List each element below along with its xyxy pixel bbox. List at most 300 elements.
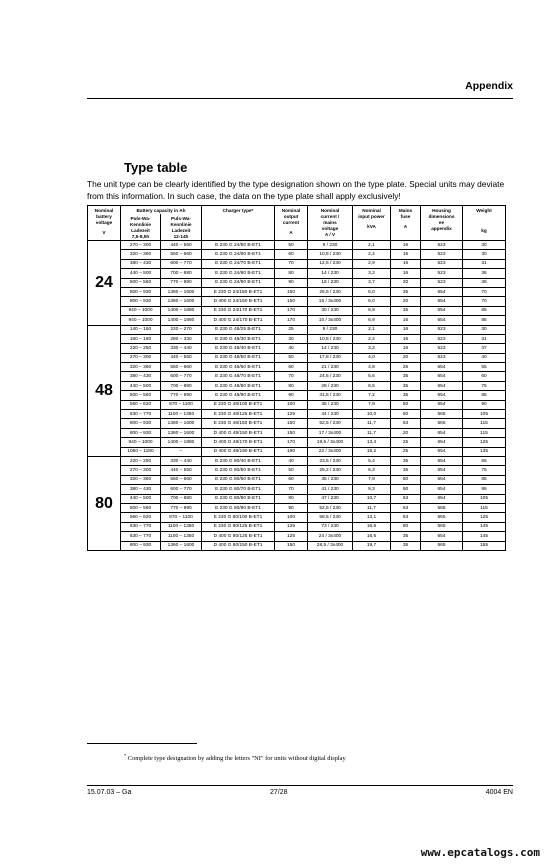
- table-cell: 35: [391, 372, 421, 381]
- table-cell: 565: [421, 541, 463, 550]
- table-cell: 140 – 150: [121, 325, 161, 334]
- table-cell: 500 – 560: [121, 391, 161, 400]
- table-cell: 11,7: [353, 503, 391, 512]
- table-cell: 55: [463, 456, 506, 465]
- table-cell: E 230 G 80/40 B-ET1: [202, 456, 275, 465]
- footnote: * Complete type designation by adding the letters "NI" for units without digital display: [124, 753, 346, 763]
- table-cell: E 230 G 24/50 B-ET1: [202, 241, 275, 250]
- table-cell: 35: [391, 306, 421, 315]
- table-cell: 170: [275, 306, 308, 315]
- header-rule: [87, 98, 513, 99]
- table-cell: 90: [463, 400, 506, 409]
- header-capacity: Battery capacity in Ah: [121, 206, 202, 215]
- table-cell: 63: [391, 419, 421, 428]
- table-cell: 654: [421, 485, 463, 494]
- watermark: www.epcatalogs.com: [420, 846, 540, 859]
- table-cell: 2,9: [353, 259, 391, 268]
- table-row: [88, 522, 506, 531]
- table-cell: 940 – 1000: [121, 438, 161, 447]
- table-cell: E 230 G 24/60 B-ET1: [202, 250, 275, 259]
- table-cell: 21 / 230: [308, 363, 353, 372]
- table-cell: 50: [275, 466, 308, 475]
- table-row: [88, 334, 506, 343]
- table-cell: E 230 G 80/125 B-ET1: [202, 522, 275, 531]
- table-cell: 630 – 770: [121, 522, 161, 531]
- table-cell: E 230 G 24/150 B-ET1: [202, 287, 275, 296]
- table-cell: 145: [463, 532, 506, 541]
- table-header: [88, 206, 506, 241]
- table-cell: 35 / 230: [308, 400, 353, 409]
- table-cell: 565: [421, 419, 463, 428]
- table-cell: D 400 G 48/190 B-ET1: [202, 447, 275, 456]
- table-row: [88, 456, 506, 465]
- table-cell: 550 – 660: [161, 250, 202, 259]
- table-cell: 2,4: [353, 334, 391, 343]
- table-cell: 770 – 990: [161, 278, 202, 287]
- table-cell: 330 – 440: [161, 344, 202, 353]
- table-cell: 440 – 550: [161, 353, 202, 362]
- table-cell: 40: [275, 344, 308, 353]
- table-cell: 16: [391, 241, 421, 250]
- table-cell: 80: [275, 269, 308, 278]
- table-cell: 11,7: [353, 419, 391, 428]
- table-cell: 85: [463, 391, 506, 400]
- table-cell: 160 – 180: [121, 334, 161, 343]
- table-cell: E 230 G 48/100 B-ET1: [202, 400, 275, 409]
- table-cell: 13,1: [353, 513, 391, 522]
- footer-rule: [87, 785, 513, 786]
- table-cell: 30: [463, 241, 506, 250]
- table-cell: 50: [391, 475, 421, 484]
- table-cell: E 230 G 24/70 B-ET1: [202, 259, 275, 268]
- table-cell: D 400 G 48/170 B-ET1: [202, 438, 275, 447]
- table-cell: 16: [391, 259, 421, 268]
- table-row: [88, 372, 506, 381]
- table-cell: 1360 – 1600: [161, 428, 202, 437]
- table-cell: 6,3: [353, 466, 391, 475]
- table-cell: 10 / 3x400: [308, 316, 353, 325]
- table-cell: 654: [421, 494, 463, 503]
- table-cell: 28 / 230: [308, 381, 353, 390]
- table-cell: 4,0: [353, 353, 391, 362]
- table-cell: 125: [275, 532, 308, 541]
- table-cell: 25: [275, 325, 308, 334]
- table-cell: 654: [421, 532, 463, 541]
- table-cell: –: [161, 447, 202, 456]
- table-cell: E 230 G 48/125 B-ET1: [202, 410, 275, 419]
- table-cell: 28,5 / 3x400: [308, 541, 353, 550]
- table-cell: E 230 G 24/170 B-ET1: [202, 306, 275, 315]
- table-cell: 150: [275, 287, 308, 296]
- header-voltage: Nominal battery voltage V: [88, 206, 121, 241]
- table-cell: 500 – 560: [121, 503, 161, 512]
- table-cell: 600 – 770: [161, 485, 202, 494]
- table-cell: 5,4: [353, 456, 391, 465]
- table-cell: 80: [391, 522, 421, 531]
- table-cell: 654: [421, 297, 463, 306]
- table-cell: 38: [463, 278, 506, 287]
- header-mains-fuse: Mains fuse A: [391, 206, 421, 241]
- table-row: [88, 485, 506, 494]
- table-row: [88, 513, 506, 522]
- table-cell: 560 – 620: [121, 400, 161, 409]
- table-row: [88, 297, 506, 306]
- table-row: [88, 428, 506, 437]
- table-cell: 40: [463, 353, 506, 362]
- table-cell: 560 – 620: [121, 513, 161, 522]
- table-row: [88, 306, 506, 315]
- table-cell: 320 – 360: [121, 250, 161, 259]
- table-cell: 6,5: [353, 381, 391, 390]
- table-cell: 270 – 300: [121, 466, 161, 475]
- table-row: [88, 466, 506, 475]
- table-cell: 44 / 230: [308, 410, 353, 419]
- table-cell: 125: [275, 522, 308, 531]
- table-cell: 6,9: [353, 306, 391, 315]
- table-cell: 565: [421, 503, 463, 512]
- table-row: [88, 400, 506, 409]
- table-cell: 150: [275, 297, 308, 306]
- table-cell: 800 – 930: [121, 287, 161, 296]
- table-cell: 654: [421, 447, 463, 456]
- header-output-current: Nominal output current A: [275, 206, 308, 241]
- table-cell: 10,0: [353, 410, 391, 419]
- table-cell: 170: [275, 438, 308, 447]
- voltage-group-cell: 80: [88, 456, 121, 550]
- table-cell: 630 – 770: [121, 410, 161, 419]
- table-cell: E 230 G 48/80 B-ET1: [202, 381, 275, 390]
- table-cell: 36: [463, 269, 506, 278]
- footer-page-number: 27/28: [270, 789, 288, 796]
- table-cell: 150: [275, 419, 308, 428]
- table-cell: 16,6: [353, 522, 391, 531]
- table-cell: 1360 – 1600: [161, 297, 202, 306]
- table-cell: 14 / 230: [308, 344, 353, 353]
- table-cell: 60: [463, 372, 506, 381]
- table-cell: 50: [391, 400, 421, 409]
- table-cell: 654: [421, 363, 463, 372]
- table-cell: 16 / 230: [308, 278, 353, 287]
- table-cell: 50: [275, 353, 308, 362]
- table-cell: D 400 G 24/150 B-ET1: [202, 297, 275, 306]
- table-cell: 380 – 430: [121, 485, 161, 494]
- table-cell: E 230 G 80/70 B-ET1: [202, 485, 275, 494]
- table-cell: 600 – 770: [161, 259, 202, 268]
- header-charger: Charger type*: [202, 206, 275, 241]
- table-cell: 1100 – 1350: [161, 532, 202, 541]
- table-cell: 440 – 500: [121, 269, 161, 278]
- table-cell: 9 / 230: [308, 241, 353, 250]
- table-cell: 35: [391, 381, 421, 390]
- footer-date: 15.07.03 – Ga: [87, 789, 132, 796]
- table-cell: 320 – 360: [121, 363, 161, 372]
- table-row: [88, 381, 506, 390]
- table-row: [88, 541, 506, 550]
- table-cell: 700 – 880: [161, 269, 202, 278]
- table-cell: 654: [421, 428, 463, 437]
- table-cell: 25: [391, 438, 421, 447]
- table-cell: 13,4: [353, 438, 391, 447]
- table-cell: E 230 G 48/40 B-ET1: [202, 344, 275, 353]
- table-cell: 654: [421, 391, 463, 400]
- table-cell: 29,2 / 230: [308, 466, 353, 475]
- table-cell: 270 – 300: [121, 353, 161, 362]
- table-cell: 4,8: [353, 363, 391, 372]
- table-cell: 16: [391, 325, 421, 334]
- table-cell: 73 / 230: [308, 522, 353, 531]
- voltage-group-cell: 24: [88, 241, 121, 326]
- table-cell: 155: [463, 541, 506, 550]
- table-cell: 85: [463, 306, 506, 315]
- table-cell: 31,5 / 230: [308, 391, 353, 400]
- table-cell: 40: [275, 456, 308, 465]
- table-cell: 440 – 550: [161, 241, 202, 250]
- table-cell: E 230 G 48/60 B-ET1: [202, 363, 275, 372]
- table-cell: 550 – 660: [161, 363, 202, 372]
- table-cell: 523: [421, 353, 463, 362]
- table-cell: 770 – 990: [161, 503, 202, 512]
- footer-doc-id: 4004 EN: [485, 789, 513, 796]
- table-cell: 30 / 230: [308, 306, 353, 315]
- table-cell: 52,5 / 230: [308, 503, 353, 512]
- table-cell: 90: [275, 503, 308, 512]
- table-cell: 220 – 270: [161, 325, 202, 334]
- table-cell: 523: [421, 259, 463, 268]
- table-cell: 31: [463, 334, 506, 343]
- table-cell: 654: [421, 466, 463, 475]
- table-cell: 654: [421, 475, 463, 484]
- header-weight: Weight kg: [463, 206, 506, 241]
- table-cell: 20: [391, 297, 421, 306]
- table-row: [88, 269, 506, 278]
- table-row: [88, 363, 506, 372]
- table-cell: 9 / 230: [308, 325, 353, 334]
- table-row: [88, 287, 506, 296]
- header-mains-current: Nominal current / mains voltage A / V: [308, 206, 353, 241]
- table-cell: 125: [463, 513, 506, 522]
- table-cell: 30: [463, 325, 506, 334]
- table-cell: 1050 – 1180: [121, 447, 161, 456]
- table-cell: 150: [275, 541, 308, 550]
- table-cell: 95: [463, 485, 506, 494]
- table-cell: 30: [275, 334, 308, 343]
- table-cell: E 230 G 80/90 B-ET1: [202, 503, 275, 512]
- table-cell: 63: [391, 494, 421, 503]
- table-cell: 75: [463, 381, 506, 390]
- table-cell: 16: [391, 334, 421, 343]
- table-cell: E 230 G 80/100 B-ET1: [202, 513, 275, 522]
- table-cell: 16: [391, 250, 421, 259]
- table-cell: 600 – 770: [161, 372, 202, 381]
- table-cell: 440 – 500: [121, 494, 161, 503]
- table-cell: D 400 G 48/150 B-ET1: [202, 428, 275, 437]
- table-cell: 16: [391, 316, 421, 325]
- table-cell: 654: [421, 400, 463, 409]
- table-cell: 523: [421, 250, 463, 259]
- table-cell: 654: [421, 438, 463, 447]
- table-cell: 320 – 360: [121, 475, 161, 484]
- table-cell: 940 – 1000: [121, 306, 161, 315]
- table-cell: 19,7: [353, 541, 391, 550]
- table-cell: 270 – 300: [121, 241, 161, 250]
- table-row: [88, 503, 506, 512]
- table-cell: 115: [463, 428, 506, 437]
- table-cell: 23,5 / 230: [308, 456, 353, 465]
- header-input-power: Nominal input power kVA: [353, 206, 391, 241]
- table-cell: 75: [463, 466, 506, 475]
- table-cell: 523: [421, 241, 463, 250]
- table-cell: 55: [463, 363, 506, 372]
- table-cell: 50: [275, 241, 308, 250]
- table-cell: 550 – 660: [161, 475, 202, 484]
- table-cell: 870 – 1100: [161, 400, 202, 409]
- table-cell: 35: [391, 287, 421, 296]
- table-cell: 115: [463, 419, 506, 428]
- header-housing: Housing dimensions ee appendix: [421, 206, 463, 241]
- table-cell: 940 – 1000: [121, 316, 161, 325]
- table-cell: 380 – 430: [121, 259, 161, 268]
- table-cell: 3,2: [353, 344, 391, 353]
- table-cell: 37: [463, 344, 506, 353]
- page-title: Type table: [124, 160, 188, 175]
- table-cell: 10,5 / 230: [308, 334, 353, 343]
- table-cell: 50: [391, 410, 421, 419]
- table-row: [88, 250, 506, 259]
- table-cell: E 230 G 24/90 B-ET1: [202, 278, 275, 287]
- table-cell: 6,9: [353, 316, 391, 325]
- table-cell: E 230 G 80/50 B-ET1: [202, 466, 275, 475]
- table-cell: 24 / 3x400: [308, 532, 353, 541]
- table-cell: 220 – 250: [121, 456, 161, 465]
- table-cell: 25: [391, 363, 421, 372]
- table-cell: 31: [463, 259, 506, 268]
- table-cell: 1360 – 1600: [161, 287, 202, 296]
- table-cell: 1100 – 1350: [161, 522, 202, 531]
- table-body: [88, 241, 506, 551]
- table-cell: 330 – 440: [161, 456, 202, 465]
- table-cell: 1360 – 1600: [161, 541, 202, 550]
- table-cell: 115: [463, 503, 506, 512]
- table-cell: 19,5 / 3x400: [308, 438, 353, 447]
- table-cell: 20: [391, 278, 421, 287]
- table-cell: 500 – 560: [121, 278, 161, 287]
- table-cell: 170: [275, 316, 308, 325]
- table-cell: E 230 G 48/70 B-ET1: [202, 372, 275, 381]
- table-cell: 30: [463, 250, 506, 259]
- table-cell: 12,5 / 230: [308, 259, 353, 268]
- table-cell: 10,5 / 230: [308, 250, 353, 259]
- table-cell: 100: [275, 400, 308, 409]
- table-cell: 60: [275, 475, 308, 484]
- table-cell: E 230 G 48/25 B-ET1: [202, 325, 275, 334]
- table-cell: 85: [463, 316, 506, 325]
- table-cell: 90: [275, 278, 308, 287]
- table-cell: 52,5 / 230: [308, 419, 353, 428]
- table-cell: 3,7: [353, 278, 391, 287]
- table-cell: 17,8 / 230: [308, 353, 353, 362]
- table-cell: 17 / 3x400: [308, 428, 353, 437]
- table-cell: 1400 – 1880: [161, 438, 202, 447]
- table-cell: E 230 G 48/150 B-ET1: [202, 419, 275, 428]
- table-row: [88, 532, 506, 541]
- table-row: [88, 241, 506, 250]
- table-cell: 523: [421, 278, 463, 287]
- table-row: [88, 259, 506, 268]
- table-cell: 41 / 230: [308, 485, 353, 494]
- intro-paragraph: The unit type can be clearly identified by the type designation shown on the type plate. Special units may deviate from this information. In such case, the data on the type plate shall apply exclusively!: [87, 179, 505, 201]
- table-cell: 523: [421, 334, 463, 343]
- table-cell: 9,3: [353, 485, 391, 494]
- table-cell: 85: [463, 475, 506, 484]
- table-cell: 280 – 330: [161, 334, 202, 343]
- table-cell: 440 – 550: [161, 466, 202, 475]
- table-cell: 105: [463, 494, 506, 503]
- table-cell: 47 / 230: [308, 494, 353, 503]
- table-cell: 14 / 230: [308, 269, 353, 278]
- table-row: [88, 316, 506, 325]
- table-cell: E 230 G 48/50 B-ET1: [202, 353, 275, 362]
- table-cell: 20: [391, 353, 421, 362]
- table-cell: E 230 G 48/90 B-ET1: [202, 391, 275, 400]
- table-cell: 135: [463, 447, 506, 456]
- footnote-rule: [87, 743, 197, 744]
- table-cell: E 230 G 24/80 B-ET1: [202, 269, 275, 278]
- table-cell: 58,5 / 230: [308, 513, 353, 522]
- table-row: [88, 494, 506, 503]
- table-cell: 2,4: [353, 250, 391, 259]
- table-cell: 35 / 230: [308, 475, 353, 484]
- table-cell: 654: [421, 316, 463, 325]
- table-cell: 26,5 / 230: [308, 287, 353, 296]
- table-cell: 63: [391, 513, 421, 522]
- table-cell: 220 – 250: [121, 344, 161, 353]
- table-cell: 35: [391, 391, 421, 400]
- table-cell: 654: [421, 372, 463, 381]
- table-cell: 70: [275, 485, 308, 494]
- table-cell: 630 – 770: [121, 532, 161, 541]
- table-cell: 523: [421, 344, 463, 353]
- table-cell: 523: [421, 269, 463, 278]
- table-cell: 6,0: [353, 297, 391, 306]
- table-cell: E 230 G 80/80 B-ET1: [202, 494, 275, 503]
- table-cell: 5,6: [353, 372, 391, 381]
- table-row: [88, 447, 506, 456]
- table-cell: 35: [391, 532, 421, 541]
- table-cell: 100: [275, 513, 308, 522]
- table-cell: 16: [391, 344, 421, 353]
- table-cell: 654: [421, 287, 463, 296]
- table-cell: 7,2: [353, 391, 391, 400]
- table-cell: 565: [421, 410, 463, 419]
- table-cell: E 230 G 80/60 B-ET1: [202, 475, 275, 484]
- table-cell: 35: [391, 541, 421, 550]
- table-row: [88, 438, 506, 447]
- table-row: [88, 278, 506, 287]
- type-table: [87, 205, 506, 551]
- table-cell: 800 – 930: [121, 541, 161, 550]
- table-row: [88, 475, 506, 484]
- table-cell: 25: [391, 447, 421, 456]
- table-cell: 145: [463, 522, 506, 531]
- table-cell: 150: [275, 428, 308, 437]
- table-cell: 20: [391, 428, 421, 437]
- table-cell: 380 – 430: [121, 372, 161, 381]
- table-cell: 60: [275, 250, 308, 259]
- table-cell: D 400 G 80/125 B-ET1: [202, 532, 275, 541]
- table-cell: 440 – 500: [121, 381, 161, 390]
- table-cell: 15,2: [353, 447, 391, 456]
- table-cell: D 400 G 24/170 B-ET1: [202, 316, 275, 325]
